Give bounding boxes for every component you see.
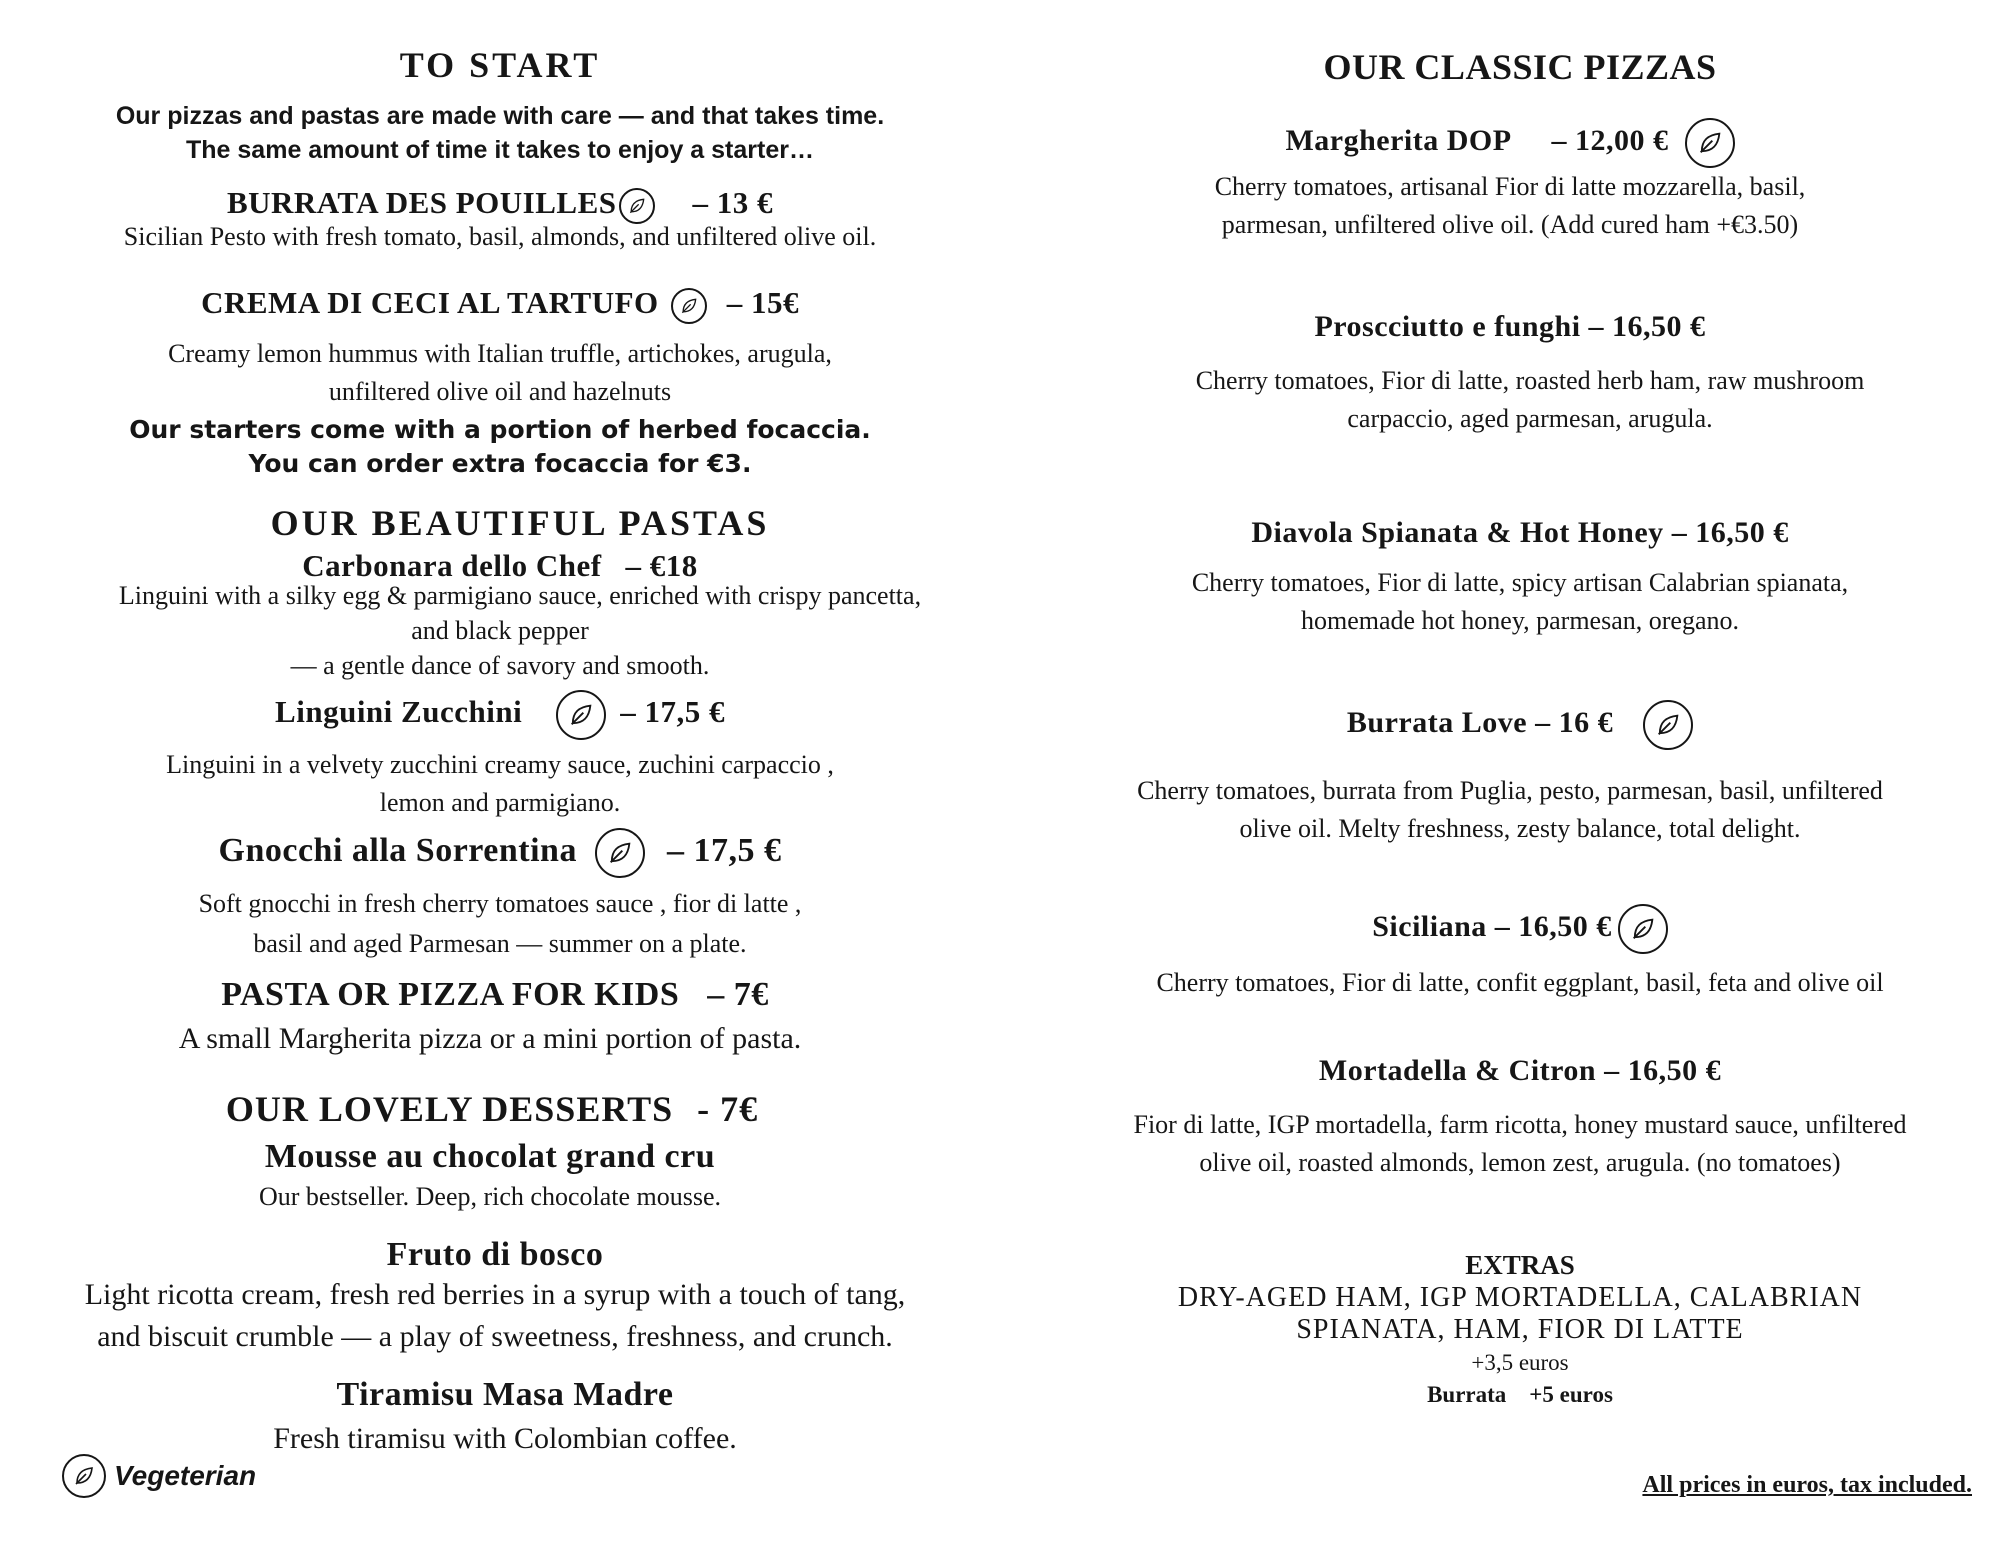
- mortadella-desc-line-1: Fior di latte, IGP mortadella, farm ricotta, honey mustard sauce, unfiltered: [1133, 1110, 1907, 1139]
- item-price: – 12,00 €: [1551, 123, 1669, 157]
- crema-di-ceci-desc-line-2: unfiltered olive oil and hazelnuts: [328, 377, 672, 406]
- diavola-desc-line-1: Cherry tomatoes, Fior di latte, spicy artisan Calabrian spianata,: [1191, 568, 1849, 597]
- legend-label: Vegeterian: [114, 1460, 257, 1491]
- carbonara-desc-line-3: — a gentle dance of savory and smooth.: [290, 651, 710, 680]
- prosciutto-heading: [1040, 310, 1980, 344]
- vegetarian-legend: [62, 1454, 256, 1498]
- prosciutto-desc-line-1: Cherry tomatoes, Fior di latte, roasted herb ham, raw mushroom: [1195, 366, 1865, 395]
- item-price: – 15€: [726, 285, 799, 320]
- item-name: Mortadella & Citron: [1318, 1054, 1597, 1087]
- item-price: – 16 €: [1535, 705, 1614, 739]
- extras-line-2: SPIANATA, HAM, FIOR DI LATTE: [1296, 1314, 1744, 1345]
- leaf-icon: [1643, 700, 1693, 750]
- leaf-icon: [671, 288, 707, 324]
- carbonara-desc-line-2: and black pepper: [411, 616, 589, 645]
- extras-price: +3,5 euros: [1471, 1350, 1569, 1375]
- linguini-zucchini-desc-line-1: Linguini in a velvety zucchini creamy sauce, zuchini carpaccio ,: [166, 750, 834, 779]
- item-name: Linguini Zucchini: [275, 694, 523, 730]
- focaccia-note-line-2: You can order extra focaccia for €3.: [248, 449, 752, 478]
- starters-intro-line-2: The same amount of time it takes to enjoy a starter…: [186, 136, 814, 164]
- item-name: CREMA DI CECI AL TARTUFO: [201, 285, 659, 320]
- diavola-heading: [1040, 516, 2000, 550]
- burrata-des-pouilles-desc: Sicilian Pesto with fresh tomato, basil, almonds, and unfiltered olive oil.: [123, 222, 877, 251]
- prosciutto-desc-line-2: carpaccio, aged parmesan, arugula.: [1347, 404, 1713, 433]
- gnocchi-desc-line-1: Soft gnocchi in fresh cherry tomatoes sauce , fior di latte ,: [198, 889, 802, 918]
- item-price: – 16,50 €: [1604, 1054, 1722, 1087]
- right-column: [1040, 0, 2000, 1545]
- item-price: – 17,5 €: [666, 831, 782, 869]
- desserts-heading: [0, 1088, 984, 1130]
- leaf-icon: [62, 1454, 106, 1498]
- extras-burrata: Burrata +5 euros: [1427, 1382, 1613, 1407]
- siciliana-desc: Cherry tomatoes, Fior di latte, confit eggplant, basil, feta and olive oil: [1156, 968, 1884, 997]
- crema-di-ceci-desc-line-1: Creamy lemon hummus with Italian truffle, artichokes, arugula,: [168, 339, 832, 368]
- desserts-price: - 7€: [697, 1089, 759, 1129]
- linguini-zucchini-heading: [0, 690, 1000, 740]
- margherita-desc-line-2: parmesan, unfiltered olive oil. (Add cured ham +€3.50): [1221, 210, 1799, 239]
- leaf-icon: [1685, 118, 1735, 168]
- leaf-icon: [556, 690, 606, 740]
- item-price: – 16,50 €: [1671, 516, 1789, 549]
- linguini-zucchini-desc-line-2: lemon and parmigiano.: [379, 788, 621, 817]
- item-price: – 16,50 €: [1494, 909, 1612, 943]
- kids-heading: [0, 976, 990, 1014]
- item-name: PASTA OR PIZZA FOR KIDS: [221, 976, 680, 1013]
- leaf-icon: [595, 828, 645, 878]
- fruto-di-bosco-desc-line-2: and biscuit crumble — a play of sweetness, freshness, and crunch.: [97, 1320, 893, 1353]
- mortadella-heading: [1040, 1054, 2000, 1088]
- item-name: Margherita DOP: [1285, 123, 1512, 157]
- diavola-desc-line-2: homemade hot honey, parmesan, oregano.: [1300, 606, 1739, 635]
- item-name: Burrata Love: [1346, 705, 1528, 739]
- item-name: Proscciutto e funghi: [1314, 310, 1581, 343]
- leaf-icon: [1618, 904, 1668, 954]
- pizzas-title: OUR CLASSIC PIZZAS: [1323, 47, 1717, 87]
- burrata-love-desc-line-2: olive oil. Melty freshness, zesty balance, total delight.: [1239, 814, 1801, 843]
- extras-title: EXTRAS: [1465, 1250, 1575, 1280]
- item-name: Gnocchi alla Sorrentina: [218, 831, 577, 869]
- item-price: – 17,5 €: [620, 694, 725, 730]
- item-price: – 16,50 €: [1588, 310, 1706, 343]
- starters-intro-line-1: Our pizzas and pastas are made with care — and that takes time.: [115, 102, 885, 130]
- margherita-heading: [1040, 118, 1980, 168]
- mousse-desc: Our bestseller. Deep, rich chocolate mousse.: [258, 1182, 722, 1211]
- item-price: – €18: [625, 548, 698, 583]
- crema-di-ceci-heading: [0, 285, 1000, 324]
- price-note: All prices in euros, tax included.: [1642, 1472, 1972, 1498]
- item-price: – 7€: [707, 976, 769, 1013]
- tiramisu-heading: Tiramisu Masa Madre: [336, 1376, 674, 1413]
- starters-title: TO START: [399, 45, 601, 85]
- gnocchi-heading: [0, 828, 1000, 878]
- mortadella-desc-line-2: olive oil, roasted almonds, lemon zest, arugula. (no tomatoes): [1199, 1148, 1841, 1177]
- desserts-title: OUR LOVELY DESSERTS: [225, 1089, 674, 1129]
- pastas-title: OUR BEAUTIFUL PASTAS: [270, 503, 770, 543]
- margherita-desc-line-1: Cherry tomatoes, artisanal Fior di latte mozzarella, basil,: [1214, 172, 1806, 201]
- burrata-love-heading: [1040, 700, 2000, 750]
- item-name: Diavola Spianata & Hot Honey: [1251, 516, 1664, 549]
- item-price: – 13 €: [692, 185, 774, 220]
- extras-line-1: DRY-AGED HAM, IGP MORTADELLA, CALABRIAN: [1177, 1282, 1863, 1313]
- item-name: Siciliana: [1372, 909, 1487, 943]
- item-name: Carbonara dello Chef: [302, 548, 602, 583]
- kids-desc: A small Margherita pizza or a mini portion of pasta.: [178, 1022, 802, 1055]
- fruto-di-bosco-heading: Fruto di bosco: [386, 1236, 604, 1273]
- item-name: BURRATA DES POUILLES: [226, 185, 617, 220]
- fruto-di-bosco-desc-line-1: Light ricotta cream, fresh red berries in a syrup with a touch of tang,: [84, 1278, 906, 1311]
- siciliana-heading: [1040, 904, 2000, 954]
- carbonara-desc-line-1: Linguini with a silky egg & parmigiano sauce, enriched with crispy pancetta,: [118, 581, 922, 610]
- mousse-heading: Mousse au chocolat grand cru: [264, 1138, 716, 1175]
- tiramisu-desc: Fresh tiramisu with Colombian coffee.: [273, 1422, 737, 1455]
- burrata-love-desc-line-1: Cherry tomatoes, burrata from Puglia, pesto, parmesan, basil, unfiltered: [1137, 776, 1883, 805]
- focaccia-note-line-1: Our starters come with a portion of herbed focaccia.: [129, 415, 871, 444]
- gnocchi-desc-line-2: basil and aged Parmesan — summer on a plate.: [253, 929, 747, 958]
